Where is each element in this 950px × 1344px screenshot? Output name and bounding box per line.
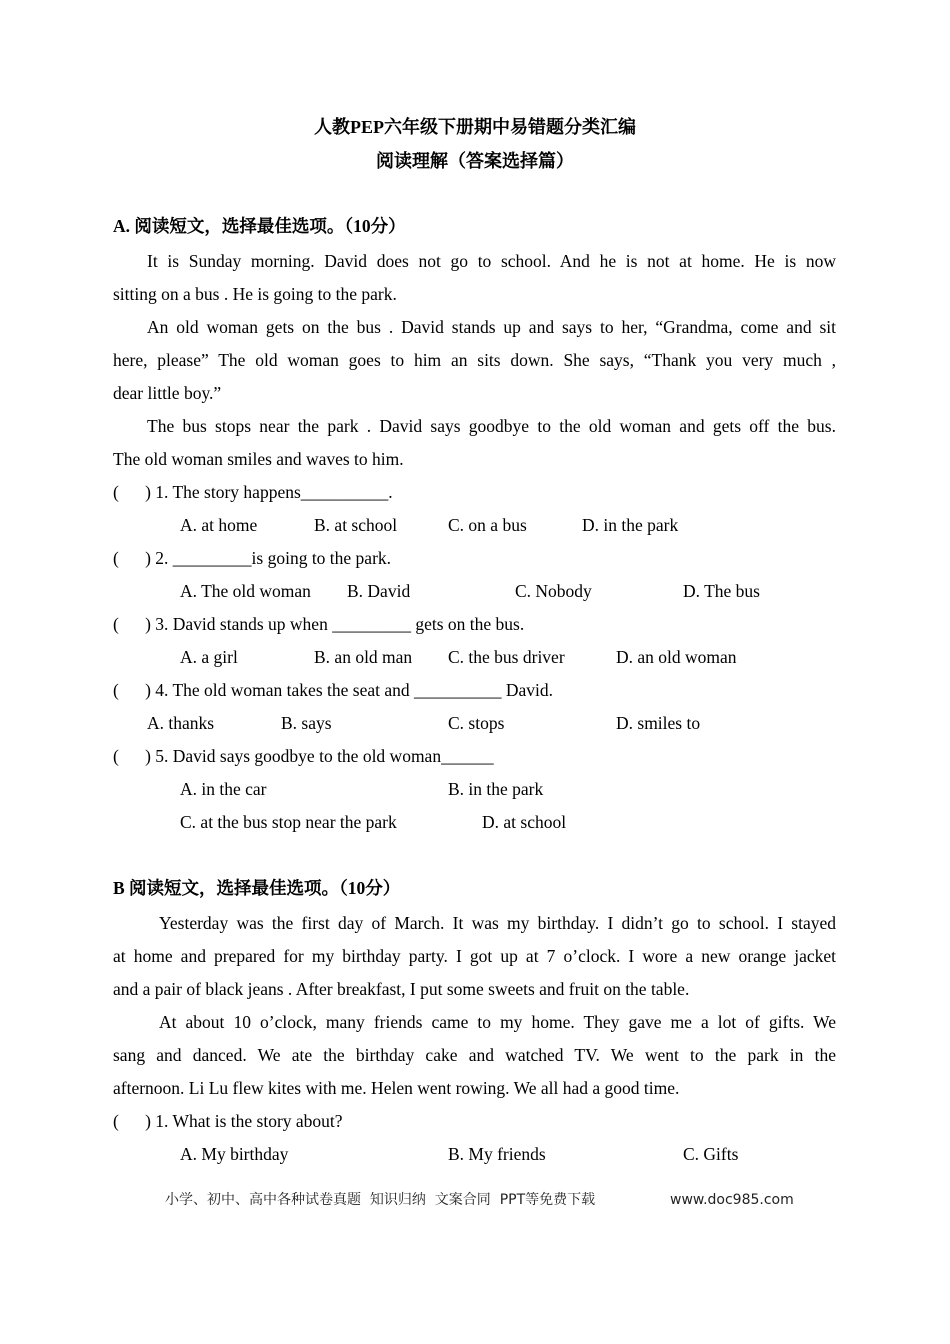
answer-option: D. in the park xyxy=(582,515,679,535)
question-stem: ( ) 1. What is the story about? xyxy=(113,1111,343,1131)
question-stem: ( ) 5. David says goodbye to the old woman______ xyxy=(113,746,494,766)
footer-url[interactable]: www.doc985.com xyxy=(670,1192,794,1208)
passage-a-line: sitting on a bus . He is going to the park. xyxy=(113,284,397,304)
passage-b-line: afternoon. Li Lu flew kites with me. Helen went rowing. We all had a good time. xyxy=(113,1078,680,1098)
answer-option: A. in the car xyxy=(180,779,267,799)
answer-option: C. stops xyxy=(448,713,505,733)
answer-option: A. My birthday xyxy=(180,1144,289,1164)
answer-option: A. a girl xyxy=(180,647,238,667)
answer-option: D. smiles to xyxy=(616,713,701,733)
answer-option: B. David xyxy=(347,581,411,601)
answer-option: C. the bus driver xyxy=(448,647,565,667)
answer-option: B. My friends xyxy=(448,1144,546,1164)
answer-option: A. thanks xyxy=(147,713,215,733)
answer-option: B. an old man xyxy=(314,647,413,667)
answer-option: D. The bus xyxy=(683,581,760,601)
answer-option: C. at the bus stop near the park xyxy=(180,812,397,832)
passage-a-line: The old woman smiles and waves to him. xyxy=(113,449,404,469)
question-stem: ( ) 3. David stands up when _________ gets on the bus. xyxy=(113,614,525,634)
answer-option: B. in the park xyxy=(448,779,544,799)
passage-a-line: It is Sunday morning. David does not go to school. And he is not at home. He is now xyxy=(147,251,836,271)
passage-b-line: at home and prepared for my birthday party. I got up at 7 o’clock. I wore a new orange jacket xyxy=(113,946,836,966)
section-b-heading: B 阅读短文，选择最佳选项。（10分） xyxy=(113,878,401,898)
answer-option: C. Gifts xyxy=(683,1144,739,1164)
question-stem: ( ) 2. _________is going to the park. xyxy=(113,548,392,568)
answer-option: B. at school xyxy=(314,515,398,535)
question-stem: ( ) 4. The old woman takes the seat and __________ David. xyxy=(113,680,554,700)
passage-a-line: The bus stops near the park . David says goodbye to the old woman and gets off the bus. xyxy=(147,416,836,436)
document-title: 人教PEP六年级下册期中易错题分类汇编 xyxy=(314,117,636,137)
passage-b-line: and a pair of black jeans . After breakfast, I put some sweets and fruit on the table. xyxy=(113,979,690,999)
answer-option: D. at school xyxy=(482,812,567,832)
passage-b-line: At about 10 o’clock, many friends came to my home. They gave me a lot of gifts. We xyxy=(159,1012,836,1032)
passage-b-line: Yesterday was the first day of March. It was my birthday. I didn’t go to school. I stayed xyxy=(159,913,836,933)
answer-option: A. at home xyxy=(180,515,258,535)
footer-text: 小学、初中、高中各种试卷真题 知识归纳 文案合同 PPT等免费下载 xyxy=(165,1192,596,1208)
answer-option: B. says xyxy=(281,713,332,733)
answer-option: C. Nobody xyxy=(515,581,592,601)
question-stem: ( ) 1. The story happens__________. xyxy=(113,482,393,502)
passage-a-line: here, please” The old woman goes to him an sits down. She says, “Thank you very much , xyxy=(113,350,836,370)
passage-a-line: An old woman gets on the bus . David stands up and says to her, “Grandma, come and sit xyxy=(147,317,836,337)
passage-a-line: dear little boy.” xyxy=(113,383,222,403)
passage-b-line: sang and danced. We ate the birthday cake and watched TV. We went to the park in the xyxy=(113,1045,836,1065)
document-subtitle: 阅读理解（答案选择篇） xyxy=(376,151,574,171)
answer-option: D. an old woman xyxy=(616,647,737,667)
answer-option: A. The old woman xyxy=(180,581,311,601)
answer-option: C. on a bus xyxy=(448,515,527,535)
section-a-heading: A. 阅读短文，选择最佳选项。（10分） xyxy=(113,216,406,236)
